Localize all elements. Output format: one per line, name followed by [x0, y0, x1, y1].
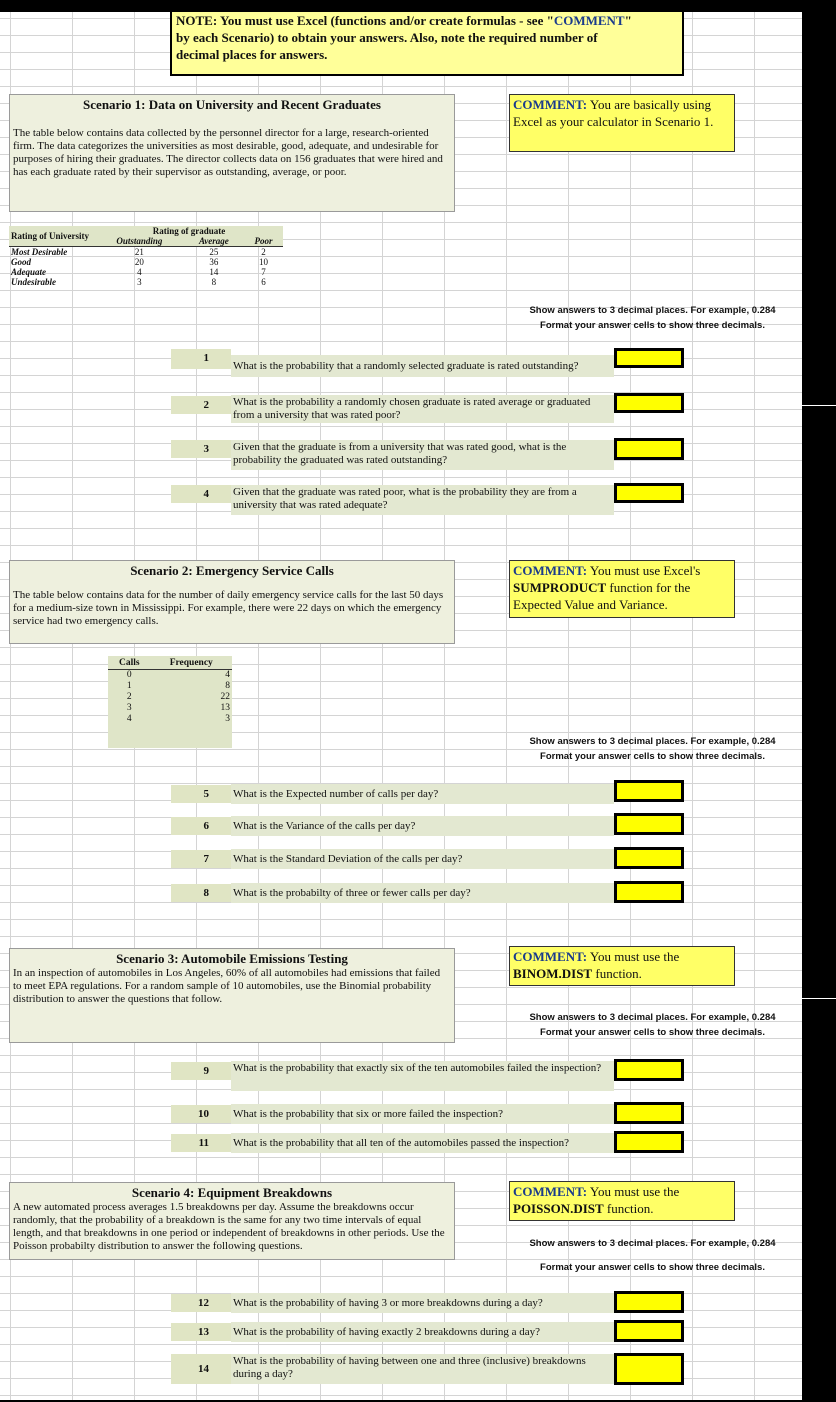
show-line2: Format your answer cells to show three decimals. [540, 751, 765, 762]
table-row [108, 670, 232, 681]
question-number: 9 [171, 1062, 231, 1080]
show-line2: Format your answer cells to show three decimals. [540, 1027, 765, 1038]
scenario1-box [9, 94, 455, 212]
cell: 3 [126, 702, 132, 713]
question-text: Given that the graduate is from a university that was rated good, what is the probability the graduated was rated outstanding? [231, 440, 614, 470]
show-line1: Show answers to 3 decimal places. For example, 0.284 [529, 1238, 776, 1249]
edge-line [802, 998, 836, 999]
answer-cell-q14[interactable] [614, 1353, 684, 1385]
table-row [108, 713, 232, 724]
answer-cell-q6[interactable] [614, 813, 684, 835]
question-text: Given that the graduate was rated poor, what is the probability they are from a university that was rated adequate? [231, 485, 614, 515]
col-outstanding: Outstanding [95, 236, 184, 247]
comment-pre: You must use the [587, 1184, 680, 1199]
col-frequency: Frequency [169, 657, 213, 668]
comment-label: COMMENT: [513, 97, 588, 112]
scenario4-body: A new automated process averages 1.5 breakdowns per day. Assume the breakdowns occur randomly, that the probability of a breakdown is the same for any two time intervals of equal length, and that breakdowns in one period or independent of breakdowns in other periods. Use the Poisson probabilty distribution to answer the following questions. [13, 1201, 445, 1252]
question-number: 7 [171, 850, 231, 868]
question-number: 5 [171, 785, 231, 803]
cell: 4 [137, 267, 142, 277]
col-average: Average [184, 236, 244, 247]
calls-table-box [108, 656, 232, 748]
show-answers-note-1 [505, 303, 800, 333]
cell: 10 [258, 257, 268, 267]
table-row [108, 680, 232, 691]
table-row [9, 247, 283, 258]
comment-func: BINOM.DIST [513, 966, 593, 981]
question-number: 8 [171, 884, 231, 902]
note-line1a: NOTE: You must use Excel (functions and/or create formulas - see " [176, 13, 554, 28]
question-text: What is the probability that a randomly selected graduate is rated outstanding? [231, 355, 614, 377]
scenario1-body: The table below contains data collected by the personnel director for a large, research-oriented firm. The data categorizes the universities as most desirable, good, adequate, and undesirable for purposes of hiring their graduates. The director collects data on 156 graduates that were hired and has each graduate rated by their supervisor as outstanding, average, or poor. [13, 127, 443, 178]
row-label: Good [11, 257, 31, 267]
answer-cell-q2[interactable] [614, 393, 684, 413]
scenario1-title: Scenario 1: Data on University and Recent Graduates [83, 97, 381, 112]
question-text: What is the probability that all ten of the automobiles passed the inspection? [231, 1133, 614, 1153]
cell: 3 [225, 713, 230, 724]
question-number: 14 [171, 1354, 231, 1384]
scenario3-body: In an inspection of automobiles in Los Angeles, 60% of all automobiles had emissions that failed to meet EPA regulations. For a random sample of 10 automobiles, use the Binomial probability distribution to answer the questions that follow. [13, 967, 441, 1005]
answer-cell-q3[interactable] [614, 438, 684, 460]
question-number: 2 [171, 396, 231, 414]
question-number: 3 [171, 440, 231, 458]
comment-label: COMMENT: [513, 949, 588, 964]
question-text: What is the probability a randomly chosen graduate is rated average or graduated from a university that was rated poor? [231, 395, 614, 423]
question-number: 11 [171, 1134, 231, 1152]
show-line1: Show answers to 3 decimal places. For example, 0.284 [529, 1012, 776, 1023]
cell: 7 [261, 267, 266, 277]
comment-post: function. [603, 1201, 654, 1216]
cell: 25 [209, 247, 219, 257]
cell: 8 [225, 680, 230, 691]
answer-cell-q11[interactable] [614, 1131, 684, 1153]
answer-cell-q4[interactable] [614, 483, 684, 503]
question-number: 10 [171, 1105, 231, 1123]
show-answers-note-4 [505, 1236, 800, 1275]
comment-pre: You must use Excel's [587, 563, 701, 578]
note-line2: by each Scenario) to obtain your answers. Also, note the required number of [176, 30, 598, 45]
question-number: 13 [171, 1323, 231, 1341]
cell: 36 [209, 257, 219, 267]
show-line1: Show answers to 3 decimal places. For example, 0.284 [529, 736, 776, 747]
question-text: What is the probability of having between one and three (inclusive) breakdowns during a day? [231, 1354, 614, 1384]
show-line2: Format your answer cells to show three decimals. [540, 1262, 765, 1273]
cell: 14 [209, 267, 219, 277]
scenario1-comment [509, 94, 735, 152]
cell: 2 [261, 247, 266, 257]
comment-pre: You must use the [587, 949, 680, 964]
row-label: Adequate [11, 267, 46, 277]
show-answers-note-2 [505, 734, 800, 764]
cell: 22 [220, 691, 230, 702]
question-text: What is the Expected number of calls per day? [231, 784, 614, 804]
question-text: What is the Variance of the calls per day? [231, 816, 614, 836]
table-row [108, 691, 232, 702]
scenario3-box [9, 948, 455, 1043]
cell: 4 [151, 670, 232, 681]
table-row [9, 267, 283, 277]
cell: 6 [261, 277, 266, 287]
comment-func: SUMPRODUCT [513, 580, 607, 595]
answer-cell-q1[interactable] [614, 348, 684, 368]
comment-post: function for the Expected Value and Variance. [513, 580, 691, 612]
cell: 0 [108, 670, 151, 681]
scenario2-title: Scenario 2: Emergency Service Calls [130, 563, 334, 578]
scenario3-comment [509, 946, 735, 986]
show-line1: Show answers to 3 decimal places. For example, 0.284 [529, 305, 776, 316]
col-poor: Poor [244, 236, 283, 247]
cell: 2 [126, 691, 132, 702]
rating-table [9, 226, 339, 287]
note-box [170, 12, 684, 76]
scenario4-title: Scenario 4: Equipment Breakdowns [131, 1185, 333, 1200]
question-number: 6 [171, 817, 231, 835]
note-line3: decimal places for answers. [176, 47, 328, 62]
answer-cell-q9[interactable] [614, 1059, 684, 1081]
cell: 13 [220, 702, 230, 713]
note-comment-word: COMMENT [553, 13, 625, 28]
group-header: Rating of graduate [95, 226, 283, 236]
scenario2-box [9, 560, 455, 644]
scenario2-body: The table below contains data for the number of daily emergency service calls for the last 50 days for a medium-size town in Mississippi. For example, there were 22 days on which the emergency service had two emergency calls. [13, 589, 444, 627]
spreadsheet [0, 12, 802, 1400]
answer-cell-q10[interactable] [614, 1102, 684, 1124]
col-calls: Calls [118, 657, 140, 668]
comment-func: POISSON.DIST [513, 1201, 604, 1216]
answer-cell-q7[interactable] [614, 847, 684, 869]
scenario4-box [9, 1182, 455, 1260]
cell: 1 [126, 680, 132, 691]
table-row [108, 702, 232, 713]
scenario2-comment [509, 560, 735, 618]
scenario4-comment [509, 1181, 735, 1221]
cell: 4 [126, 713, 132, 724]
question-text: What is the probability of having exactly 2 breakdowns during a day? [231, 1322, 614, 1342]
question-text: What is the Standard Deviation of the calls per day? [231, 849, 614, 869]
show-answers-note-3 [505, 1010, 800, 1040]
answer-cell-q5[interactable] [614, 780, 684, 802]
question-text: What is the probability that six or more failed the inspection? [231, 1104, 614, 1124]
row-label: Most Desirable [9, 247, 95, 258]
show-line2: Format your answer cells to show three decimals. [540, 320, 765, 331]
answer-cell-q12[interactable] [614, 1291, 684, 1313]
cell: 8 [211, 277, 217, 287]
comment-label: COMMENT: [513, 563, 588, 578]
question-text: What is the probability of having 3 or more breakdowns during a day? [231, 1293, 614, 1313]
question-number: 12 [171, 1294, 231, 1312]
table-row [9, 277, 283, 287]
comment-text: You are basically using Excel as your calculator in Scenario 1. [513, 97, 714, 129]
comment-label: COMMENT: [513, 1184, 588, 1199]
question-number: 4 [171, 485, 231, 503]
edge-line [802, 405, 836, 406]
cell: 3 [137, 277, 142, 287]
comment-post: function. [592, 966, 642, 981]
answer-cell-q8[interactable] [614, 881, 684, 903]
question-number: 1 [171, 349, 231, 369]
cell: 21 [134, 247, 144, 257]
question-text: What is the probability that exactly six of the ten automobiles failed the inspection? [231, 1061, 614, 1091]
scenario3-title: Scenario 3: Automobile Emissions Testing [116, 951, 348, 966]
answer-cell-q13[interactable] [614, 1320, 684, 1342]
note-line1b: " [624, 13, 632, 28]
question-text: What is the probabilty of three or fewer calls per day? [231, 883, 614, 903]
table-row [9, 257, 283, 267]
row-header: Rating of University [9, 226, 95, 247]
row-label: Undesirable [11, 277, 56, 287]
cell: 20 [134, 257, 144, 267]
